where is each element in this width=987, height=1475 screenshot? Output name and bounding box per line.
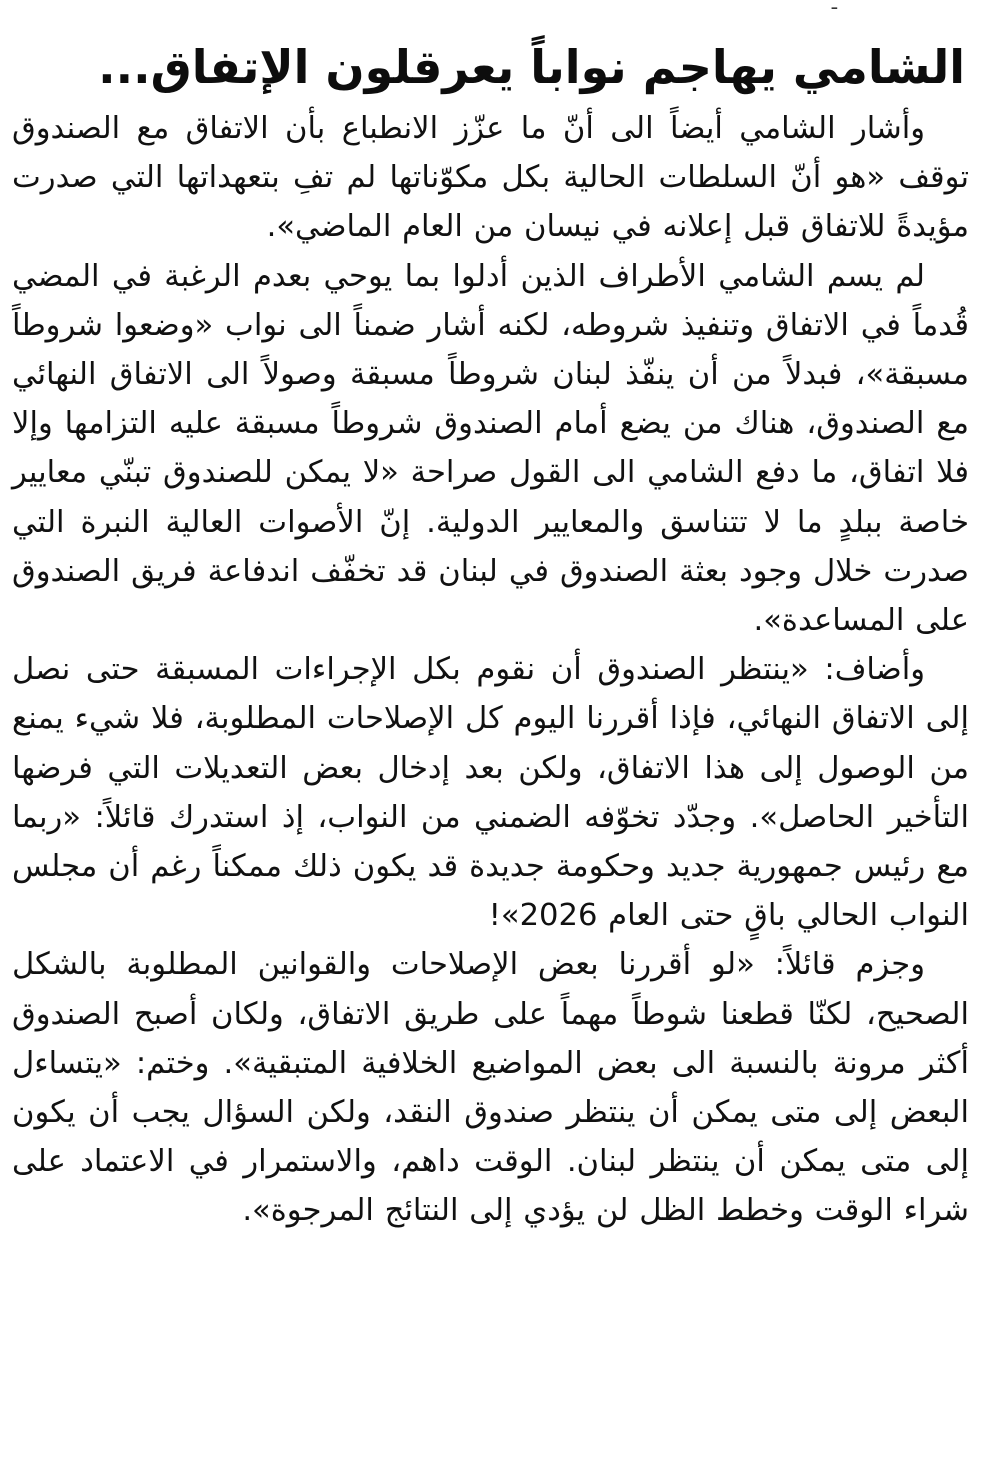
cut-off-text-fragment: ـ — [831, 0, 837, 14]
article-paragraph-1: وأشار الشامي أيضاً الى أنّ ما عزّز الانطباع بأن الاتفاق مع الصندوق توقف «هو أنّ السلطات الحالية بكل مكوّناتها لم تفِ بتعهداتها التي صدرت مؤيدةً للاتفاق قبل إعلانه في نيسان من العام الماضي». — [12, 111, 969, 245]
article-paragraph-4: وجزم قائلاً: «لو أقررنا بعض الإصلاحات والقوانين المطلوبة بالشكل الصحيح، لكنّا قطعنا شوطاً مهماً على طريق الاتفاق، ولكان أصبح الصندوق أكثر مرونة بالنسبة الى بعض المواضيع الخلافية المتبقية». وختم: «يتساءل البعض إلى متى يمكن أن ينتظر صندوق النقد، ولكن السؤال يجب أن يكون إلى متى يمكن أن ينتظر لبنان. الوقت داهم، والاستمرار في الاعتماد على شراء الوقت وخطط الظل لن يؤدي إلى النتائج المرجوة». — [12, 947, 969, 1229]
article-paragraph-3: وأضاف: «ينتظر الصندوق أن نقوم بكل الإجراءات المسبقة حتى نصل إلى الاتفاق النهائي، فإذا أقررنا اليوم كل الإصلاحات المطلوبة، فلا شيء يمنع من الوصول إلى هذا الاتفاق، ولكن بعد إدخال بعض التعديلات التي فرضها التأخير الحاصل». وجدّد تخوّفه الضمني من النواب، إذ استدرك قائلاً: «ربما مع رئيس جمهورية جديد وحكومة جديدة قد يكون ذلك ممكناً رغم أن مجلس النواب الحالي باقٍ حتى العام 2026»! — [12, 652, 969, 934]
article-headline: الشامي يهاجم نواباً يعرقلون الإتفاق... — [98, 40, 965, 94]
article-body — [12, 104, 969, 1236]
article-paragraph-2: لم يسم الشامي الأطراف الذين أدلوا بما يوحي بعدم الرغبة في المضي قُدماً في الاتفاق وتنفيذ شروطه، لكنه أشار ضمناً الى نواب «وضعوا شروطاً مسبقة»، فبدلاً من أن ينفّذ لبنان شروطاً مسبقة وصولاً الى الاتفاق النهائي مع الصندوق، هناك من يضع أمام الصندوق شروطاً مسبقة عليه التزامها وإلا فلا اتفاق، ما دفع الشامي الى القول صراحة «لا يمكن للصندوق تبنّي معايير خاصة ببلدٍ ما لا تتناسق والمعايير الدولية. إنّ الأصوات العالية النبرة التي صدرت خلال وجود بعثة الصندوق في لبنان قد تخفّف اندفاعة فريق الصندوق على المساعدة». — [12, 258, 969, 639]
